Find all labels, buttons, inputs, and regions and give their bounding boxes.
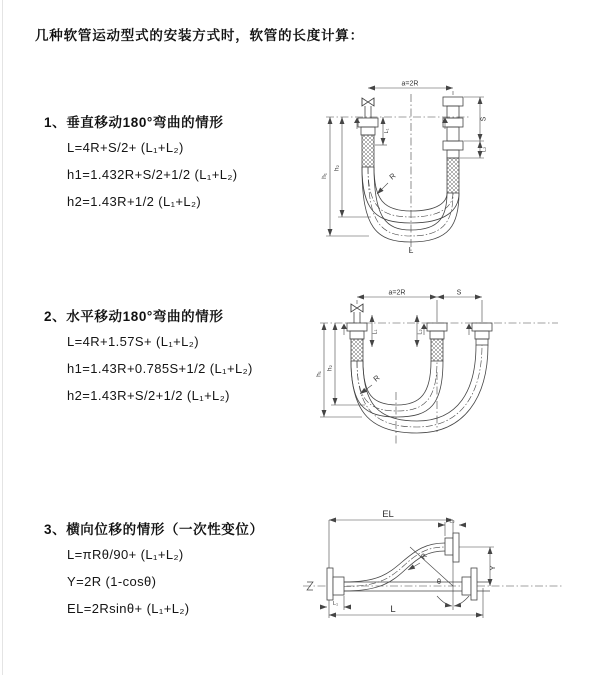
right-flange-straight — [462, 568, 477, 600]
dim-label-a2r: a=2R — [388, 289, 406, 297]
section-2-formulas — [67, 328, 324, 409]
dim-label-s: S — [480, 116, 488, 122]
dim-label-l: L — [408, 245, 414, 255]
formula-line: h2=1.43R+S/2+1/2 (L₁+L₂) — [67, 388, 230, 403]
formula-line: L=4R+1.57S+ (L₁+L₂) — [67, 334, 199, 349]
section-2-heading: 2、水平移动180°弯曲的情形 — [44, 309, 224, 324]
dim-label-r: R — [371, 373, 382, 384]
diagram-lateral-displacement — [298, 506, 568, 640]
diagram-vertical-180-bend — [312, 76, 548, 258]
section-1 — [44, 114, 324, 215]
section-3-heading: 3、横向位移的情形（一次性变位） — [44, 522, 264, 537]
displaced-hose-position — [344, 543, 445, 591]
dim-label-l2: L₂ — [481, 146, 488, 153]
valve-icon — [351, 304, 363, 323]
hose-u-bends — [351, 345, 488, 433]
dim-label-a2r: a=2R — [401, 80, 419, 88]
left-flange — [327, 568, 344, 600]
section-1-heading: 1、垂直移动180°弯曲的情形 — [44, 115, 224, 130]
dim-label-l1: L₁ — [384, 128, 390, 134]
dim-label-el: EL — [382, 509, 394, 520]
dim-label-y: Y — [488, 565, 497, 571]
dim-label-l: L — [390, 604, 396, 615]
formula-line: L=4R+S/2+ (L₁+L₂) — [67, 140, 184, 155]
right-pipe-stub — [477, 582, 490, 591]
braided-hose-section — [362, 135, 374, 167]
dim-label-h2: h₂ — [333, 164, 341, 172]
middle-fitting — [427, 323, 447, 361]
radius-leader — [377, 183, 388, 194]
dim-label-h2: h₂ — [326, 364, 334, 372]
radius-leader — [408, 563, 420, 570]
braided-hose-section — [431, 339, 443, 361]
dimension-lines — [320, 520, 494, 618]
diagram-horizontal-180-bend — [312, 286, 565, 448]
formula-line: h2=1.43R+1/2 (L₁+L₂) — [67, 194, 202, 209]
left-fitting — [347, 323, 367, 361]
dim-label-h1: h₁ — [321, 173, 328, 179]
formula-line: h1=1.432R+S/2+1/2 (L₁+L₂) — [67, 167, 238, 182]
theta-arc-arrow — [454, 596, 469, 606]
dimension-lines — [320, 297, 482, 417]
dim-label-s: S — [456, 289, 462, 297]
braided-hose-section — [351, 339, 363, 361]
dim-label-l2: L₂ — [417, 329, 424, 335]
dimension-lines — [326, 88, 484, 236]
scan-edge-line — [2, 0, 3, 675]
braided-hose-section — [447, 158, 459, 193]
upper-flange-displaced — [445, 533, 459, 562]
formula-line: Y=2R (1-cosθ) — [67, 574, 157, 589]
page-title: 几种软管运动型式的安装方式时，软管的长度计算： — [35, 28, 364, 43]
dim-label-r: R — [418, 551, 429, 562]
dim-label-l2: L₂ — [449, 518, 455, 525]
formula-line: h1=1.43R+0.785S+1/2 (L₁+L₂) — [67, 361, 253, 376]
left-fitting — [358, 118, 378, 167]
section-2 — [44, 308, 324, 409]
dim-label-h1: h₁ — [315, 371, 323, 377]
valve-icon — [362, 98, 374, 118]
dim-label-theta: θ — [436, 577, 442, 586]
right-fitting — [472, 323, 492, 345]
section-3 — [44, 521, 324, 622]
section-1-formulas — [67, 134, 324, 215]
theta-arc-arrow — [437, 596, 452, 606]
datum-arrows — [341, 324, 472, 330]
right-fitting-two-positions — [443, 97, 463, 193]
dim-label-l1: L₁ — [372, 329, 379, 335]
straight-hose-position — [344, 582, 462, 591]
dim-label-l1: L₁ — [333, 601, 338, 607]
section-3-formulas — [67, 541, 324, 622]
dim-label-r: R — [387, 171, 398, 182]
hose-u-bends — [362, 167, 459, 242]
formula-line: EL=2Rsinθ+ (L₁+L₂) — [67, 601, 190, 616]
formula-line: L=πRθ/90+ (L₁+L₂) — [67, 547, 184, 562]
